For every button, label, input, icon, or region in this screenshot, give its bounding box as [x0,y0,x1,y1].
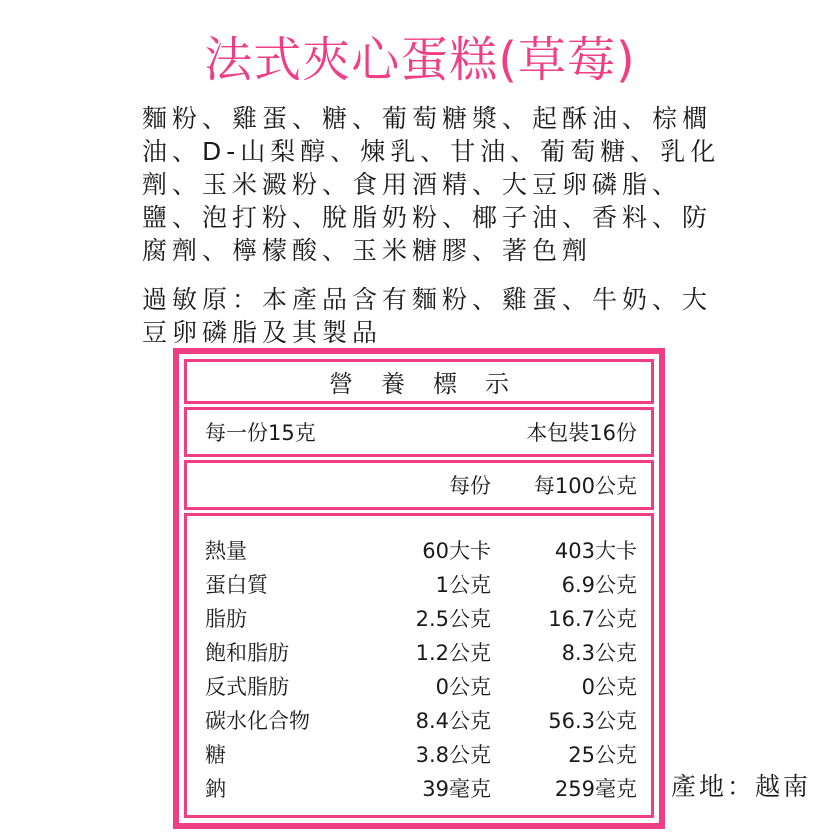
ingredients-line: 劑、玉米澱粉、食用酒精、大豆卵磷脂、 [142,170,683,199]
nutrient-per-serving: 3.8公克 [415,743,491,767]
ingredients-line: 腐劑、檸檬酸、玉米糖膠、著色劑 [142,236,593,265]
ingredients-line: 油、D-山梨醇、煉乳、甘油、葡萄糖、乳化 [142,137,721,166]
nutrient-per-100g: 6.9公克 [561,573,637,597]
nutrient-per-100g: 403大卡 [554,539,637,563]
ingredients-list [142,102,732,267]
nutrient-name: 飽和脂肪 [205,641,289,665]
nutrient-rows-box [184,513,654,818]
nutrient-per-serving: 39毫克 [422,777,491,801]
nutrient-name: 熱量 [205,539,247,563]
nutrient-row [187,534,651,568]
nutrient-per-100g: 16.7公克 [548,607,637,631]
column-header-per-100g: 每100公克 [533,474,637,498]
nutrient-name: 蛋白質 [205,573,268,597]
nutrient-name: 反式脂肪 [205,675,289,699]
nutrient-per-100g: 0公克 [581,675,637,699]
nutrient-row [187,568,651,602]
nutrient-name: 脂肪 [205,607,247,631]
nutrient-per-serving: 0公克 [435,675,491,699]
nutrient-per-serving: 2.5公克 [415,607,491,631]
nutrient-row [187,602,651,636]
nutrient-name: 糖 [205,743,226,767]
product-title: 法式夾心蛋糕(草莓) [204,32,636,88]
country-of-origin: 產地：越南 [671,772,812,801]
column-header-box [184,460,654,510]
ingredients-line: 麵粉、雞蛋、糖、葡萄糖漿、起酥油、棕櫚 [142,104,713,133]
ingredients-line: 鹽、泡打粉、脫脂奶粉、椰子油、香料、防 [142,203,713,232]
serving-size: 每一份15克 [205,421,316,445]
nutrition-header: 營養標示 [329,370,537,398]
allergen-line: 過敏原：本產品含有麵粉、雞蛋、牛奶、大 [142,285,713,314]
nutrition-header-box [184,359,654,404]
nutrient-row [187,704,651,738]
nutrient-row [187,738,651,772]
nutrient-per-100g: 56.3公克 [548,709,637,733]
nutrient-per-100g: 8.3公克 [561,641,637,665]
nutrient-row [187,670,651,704]
nutrition-facts-panel [173,348,665,829]
nutrient-per-serving: 1.2公克 [415,641,491,665]
nutrient-per-100g: 25公克 [568,743,637,767]
serving-info-box [184,407,654,457]
column-header-per-serving: 每份 [449,474,491,498]
nutrient-row [187,772,651,806]
nutrient-per-serving: 1公克 [435,573,491,597]
nutrient-per-serving: 60大卡 [422,539,491,563]
allergen-statement [142,283,732,349]
nutrient-name: 碳水化合物 [205,709,310,733]
servings-per-package: 本包裝16份 [526,421,637,445]
allergen-line: 豆卵磷脂及其製品 [142,318,383,347]
nutrient-name: 鈉 [205,777,226,801]
nutrient-per-100g: 259毫克 [554,777,637,801]
nutrient-row [187,636,651,670]
nutrient-per-serving: 8.4公克 [415,709,491,733]
